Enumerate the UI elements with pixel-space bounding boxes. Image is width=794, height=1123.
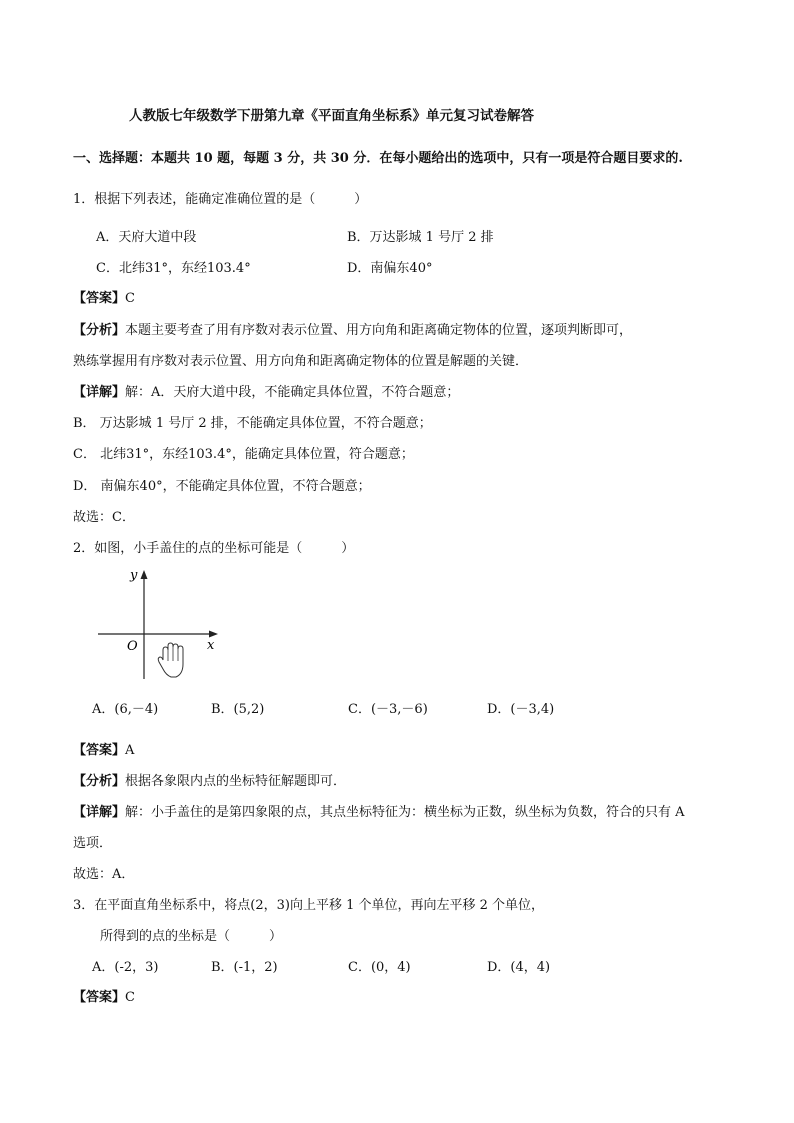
q2-detail-line1 bbox=[73, 805, 685, 821]
y-axis-arrow bbox=[141, 570, 148, 579]
detail-text: 解：A．天府大道中段，不能确定具体位置，不符合题意； bbox=[125, 385, 460, 400]
q3-option-d: D．(4，4) bbox=[487, 960, 551, 975]
q1-answer bbox=[73, 291, 135, 307]
q1-detail-line4: D． 南偏东40°，不能确定具体位置，不符合题意； bbox=[73, 479, 371, 494]
q2-stem: 2．如图，小手盖住的点的坐标可能是（ ） bbox=[73, 541, 355, 556]
q2-answer bbox=[73, 743, 134, 759]
answer-value: A bbox=[125, 743, 135, 758]
x-axis-arrow bbox=[209, 631, 218, 638]
q1-analysis-line1 bbox=[73, 323, 632, 339]
detail-text: 解：小手盖住的是第四象限的点，其点坐标特征为：横坐标为正数，纵坐标为负数，符合的只有 A bbox=[125, 805, 685, 820]
detail-label: 【详解】 bbox=[73, 805, 126, 820]
q1-option-c: C．北纬31°，东经103.4° bbox=[96, 261, 251, 276]
answer-value: C bbox=[125, 990, 135, 1005]
analysis-label: 【分析】 bbox=[73, 323, 126, 338]
q1-stem: 1．根据下列表述，能确定准确位置的是（ ） bbox=[73, 192, 368, 207]
analysis-text: 本题主要考查了用有序数对表示位置、用方向角和距离确定物体的位置，逐项判断即可， bbox=[125, 323, 633, 338]
section-heading-choice: 一、选择题：本题共 10 题，每题 3 分，共 30 分．在每小题给出的选项中，只有一项是符合题目要求的. bbox=[73, 151, 683, 166]
q2-option-b: B．(5,2) bbox=[211, 702, 265, 717]
answer-label: 【答案】 bbox=[73, 990, 126, 1005]
q1-detail-line2: B． 万达影城 1 号厅 2 排，不能确定具体位置，不符合题意； bbox=[73, 416, 432, 431]
analysis-text: 根据各象限内点的坐标特征解题即可． bbox=[125, 774, 347, 789]
q1-option-b: B．万达影城 1 号厅 2 排 bbox=[347, 230, 494, 245]
q3-option-b: B．(-1，2) bbox=[211, 960, 278, 975]
q1-conclusion: 故选：C． bbox=[73, 510, 135, 525]
q3-stem-line1: 3．在平面直角坐标系中，将点(2，3)向上平移 1 个单位，再向左平移 2 个单位， bbox=[73, 898, 545, 913]
hand-icon bbox=[158, 643, 183, 677]
q2-option-c: C．(－3,－6) bbox=[348, 702, 428, 717]
q2-detail-line2: 选项． bbox=[73, 836, 113, 851]
q3-option-c: C．(0，4) bbox=[348, 960, 411, 975]
page-title: 人教版七年级数学下册第九章《平面直角坐标系》单元复习试卷解答 bbox=[129, 108, 534, 124]
q3-answer bbox=[73, 990, 135, 1006]
coordinate-figure bbox=[92, 563, 232, 685]
q1-option-d: D．南偏东40° bbox=[347, 261, 433, 276]
x-axis-label: x bbox=[207, 638, 215, 653]
y-axis-label: y bbox=[130, 568, 138, 583]
analysis-label: 【分析】 bbox=[73, 774, 126, 789]
answer-label: 【答案】 bbox=[73, 291, 126, 306]
q1-detail-line1 bbox=[73, 385, 459, 401]
answer-label: 【答案】 bbox=[73, 743, 126, 758]
detail-label: 【详解】 bbox=[73, 385, 126, 400]
q3-stem-line2: 所得到的点的坐标是（ ） bbox=[100, 929, 283, 944]
q1-option-a: A．天府大道中段 bbox=[96, 230, 197, 245]
q2-analysis bbox=[73, 774, 346, 790]
q3-option-a: A．(-2，3) bbox=[92, 960, 159, 975]
origin-label: O bbox=[127, 639, 138, 654]
q1-detail-line3: C． 北纬31°，东经103.4°，能确定具体位置，符合题意； bbox=[73, 447, 414, 462]
q2-option-a: A．(6,－4) bbox=[92, 702, 159, 717]
q1-analysis-line2: 熟练掌握用有序数对表示位置、用方向角和距离确定物体的位置是解题的关键． bbox=[73, 354, 529, 369]
q2-option-d: D．(－3,4) bbox=[487, 702, 555, 717]
answer-value: C bbox=[125, 291, 135, 306]
q2-conclusion: 故选：A． bbox=[73, 867, 135, 882]
